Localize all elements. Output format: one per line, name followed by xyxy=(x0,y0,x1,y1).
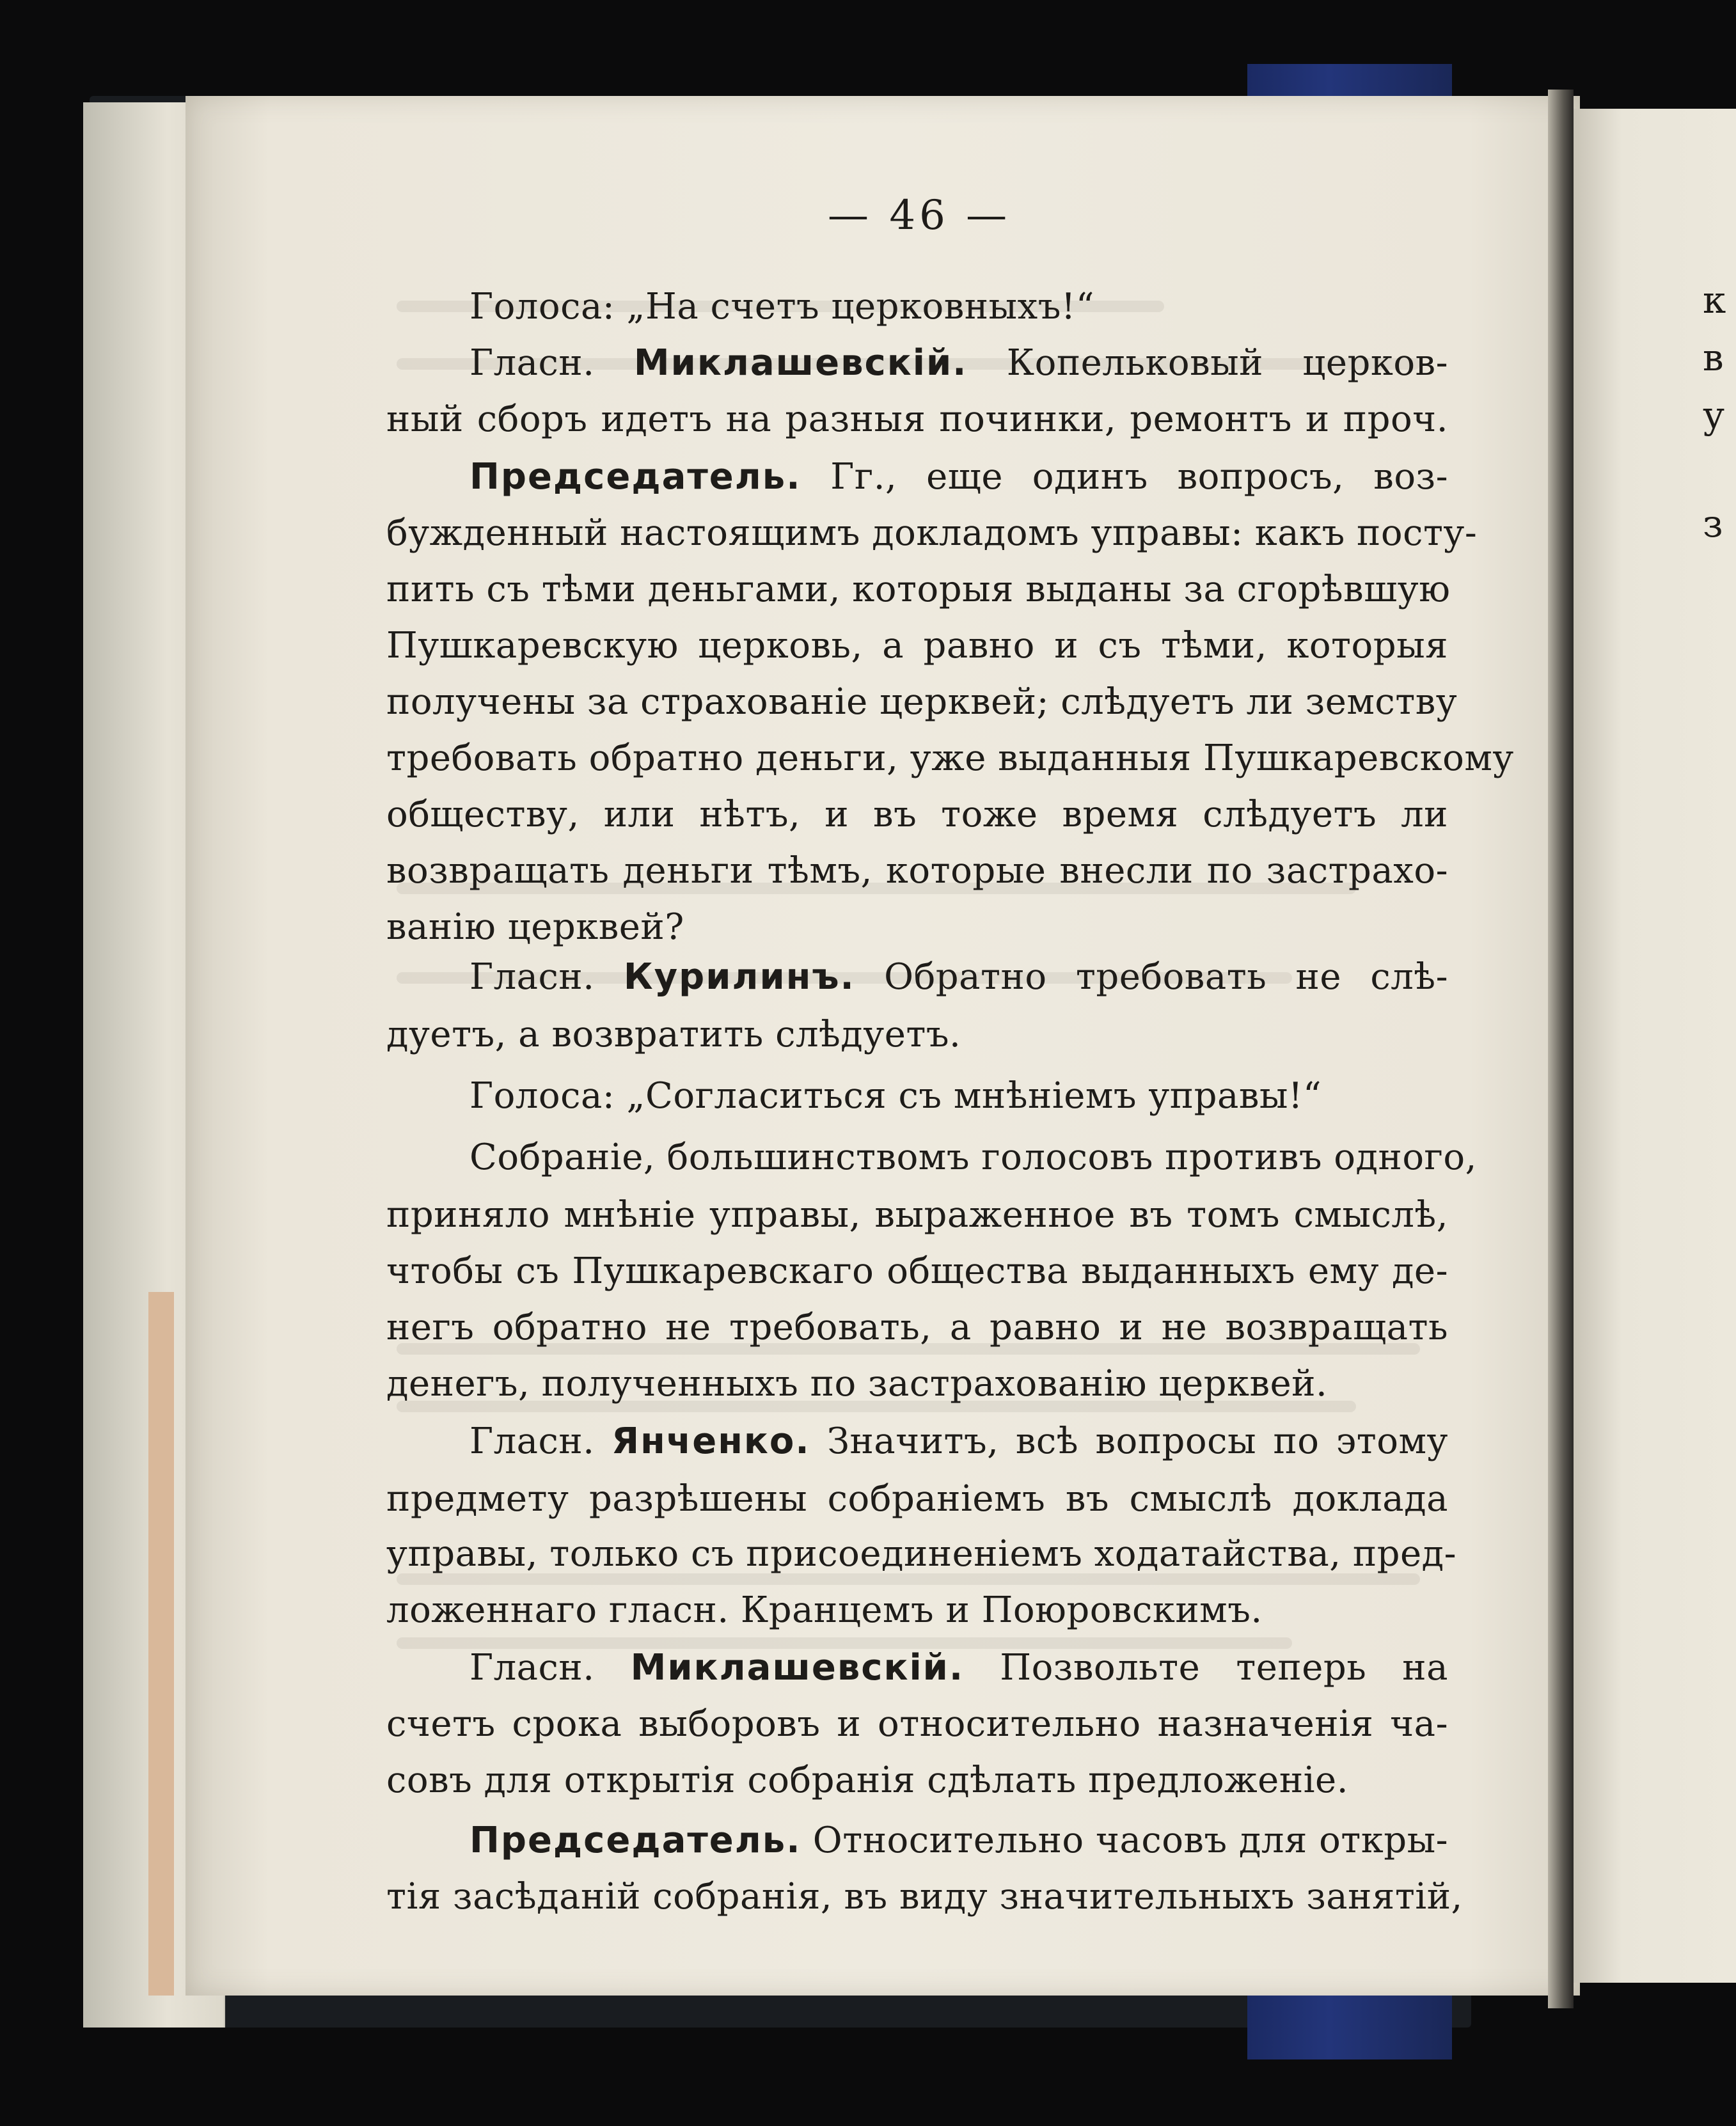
text-line xyxy=(470,286,1094,327)
speaker-name: Миклашевскій. xyxy=(630,1647,965,1689)
text-run: Гласн. xyxy=(470,342,634,384)
text-run: получены за страхованіе церквей; слѣдуетъ ли земству xyxy=(386,681,1458,723)
text-line xyxy=(386,1307,1448,1348)
text-line xyxy=(386,1876,1463,1917)
text-line xyxy=(470,1137,1477,1178)
text-line xyxy=(386,794,1448,835)
text-run: ложеннаго гласн. Кранцемъ и Поюровскимъ. xyxy=(386,1589,1263,1631)
text-run: Копельковый церков- xyxy=(967,342,1449,384)
speaker-name: Председатель. xyxy=(470,1820,801,1861)
text-run: Значитъ, всѣ вопросы по этому xyxy=(810,1421,1448,1462)
text-run: приняло мнѣніе управы, выраженное въ томъ смыслѣ, xyxy=(386,1194,1448,1236)
text-line xyxy=(470,456,1448,498)
text-run: Позвольте теперь на xyxy=(964,1647,1448,1689)
text-line xyxy=(386,906,684,948)
text-run: негъ обратно не требовать, а равно и не возвращать xyxy=(386,1307,1448,1348)
text-line xyxy=(386,1703,1448,1745)
text-run: пить съ тѣми деньгами, которыя выданы за сгорѣвшую xyxy=(386,569,1451,610)
text-line xyxy=(386,1533,1457,1575)
text-line xyxy=(386,569,1451,610)
text-line xyxy=(386,850,1448,892)
text-run: Голоса: „На счетъ церковныхъ!“ xyxy=(470,286,1094,327)
text-run: ный сборъ идетъ на разныя починки, ремонтъ и проч. xyxy=(386,398,1448,440)
text-line xyxy=(386,1363,1328,1405)
facing-page-fragment: в xyxy=(1703,336,1724,379)
text-line xyxy=(386,1760,1348,1801)
text-run: совъ для открытія собранія сдѣлать предложеніе. xyxy=(386,1760,1348,1801)
text-line xyxy=(386,1194,1448,1236)
facing-page xyxy=(1574,109,1736,1983)
text-line xyxy=(470,1421,1448,1462)
text-run: счетъ срока выборовъ и относительно назначенія ча- xyxy=(386,1703,1448,1745)
text-line xyxy=(470,1075,1322,1117)
text-line xyxy=(470,342,1449,384)
text-line xyxy=(386,1250,1448,1292)
text-line xyxy=(386,512,1478,554)
speaker-name: Миклашевскій. xyxy=(633,342,968,384)
text-run: Пушкаревскую церковь, а равно и съ тѣми, которыя xyxy=(386,625,1448,666)
text-line xyxy=(386,1478,1448,1520)
speaker-name: Курилинъ. xyxy=(623,956,855,998)
text-run: Голоса: „Согласиться съ мнѣніемъ управы!“ xyxy=(470,1075,1322,1117)
text-line xyxy=(386,1589,1263,1631)
text-run: дуетъ, а возвратить слѣдуетъ. xyxy=(386,1014,961,1055)
speaker-name: Председатель. xyxy=(470,456,801,498)
text-line xyxy=(470,1647,1448,1689)
page-number: — 46 — xyxy=(828,192,1011,239)
text-run: требовать обратно деньги, уже выданныя Пушкаревскому xyxy=(386,737,1514,779)
text-run: Относительно часовъ для откры- xyxy=(801,1820,1449,1861)
text-run: тія засѣданій собранія, въ виду значительныхъ занятій, xyxy=(386,1876,1463,1917)
text-run: управы, только съ присоединеніемъ ходатайства, пред- xyxy=(386,1533,1457,1575)
text-line xyxy=(386,625,1448,666)
text-run: предмету разрѣшены собраніемъ въ смыслѣ доклада xyxy=(386,1478,1448,1520)
text-run: обществу, или нѣтъ, и въ тоже время слѣдуетъ ли xyxy=(386,794,1448,835)
text-run: Гласн. xyxy=(470,956,624,998)
text-line xyxy=(386,681,1458,723)
text-run: чтобы съ Пушкаревскаго общества выданныхъ ему де- xyxy=(386,1250,1448,1292)
book-gutter xyxy=(1548,90,1574,2008)
text-run: Обратно требовать не слѣ- xyxy=(855,956,1448,998)
page-edge-strip xyxy=(148,1292,174,1996)
text-line xyxy=(386,1014,961,1055)
text-line xyxy=(470,1820,1449,1861)
facing-page-fragment: у xyxy=(1703,393,1725,437)
text-run: возвращать деньги тѣмъ, которые внесли по застрахо- xyxy=(386,850,1448,892)
speaker-name: Янченко. xyxy=(611,1421,810,1462)
text-run: денегъ, полученныхъ по застрахованію церквей. xyxy=(386,1363,1328,1405)
facing-page-fragment: к xyxy=(1703,278,1726,322)
text-run: Гг., еще одинъ вопросъ, воз- xyxy=(801,456,1448,498)
text-line xyxy=(386,737,1514,779)
facing-page-fragment: з xyxy=(1703,502,1723,546)
text-run: Гласн. xyxy=(470,1421,612,1462)
text-line xyxy=(470,956,1448,998)
text-run: Гласн. xyxy=(470,1647,631,1689)
text-run: бужденный настоящимъ докладомъ управы: какъ посту- xyxy=(386,512,1478,554)
text-line xyxy=(386,398,1448,440)
text-run: Собраніе, большинствомъ голосовъ противъ одного, xyxy=(470,1137,1477,1178)
text-run: ванію церквей? xyxy=(386,906,684,948)
